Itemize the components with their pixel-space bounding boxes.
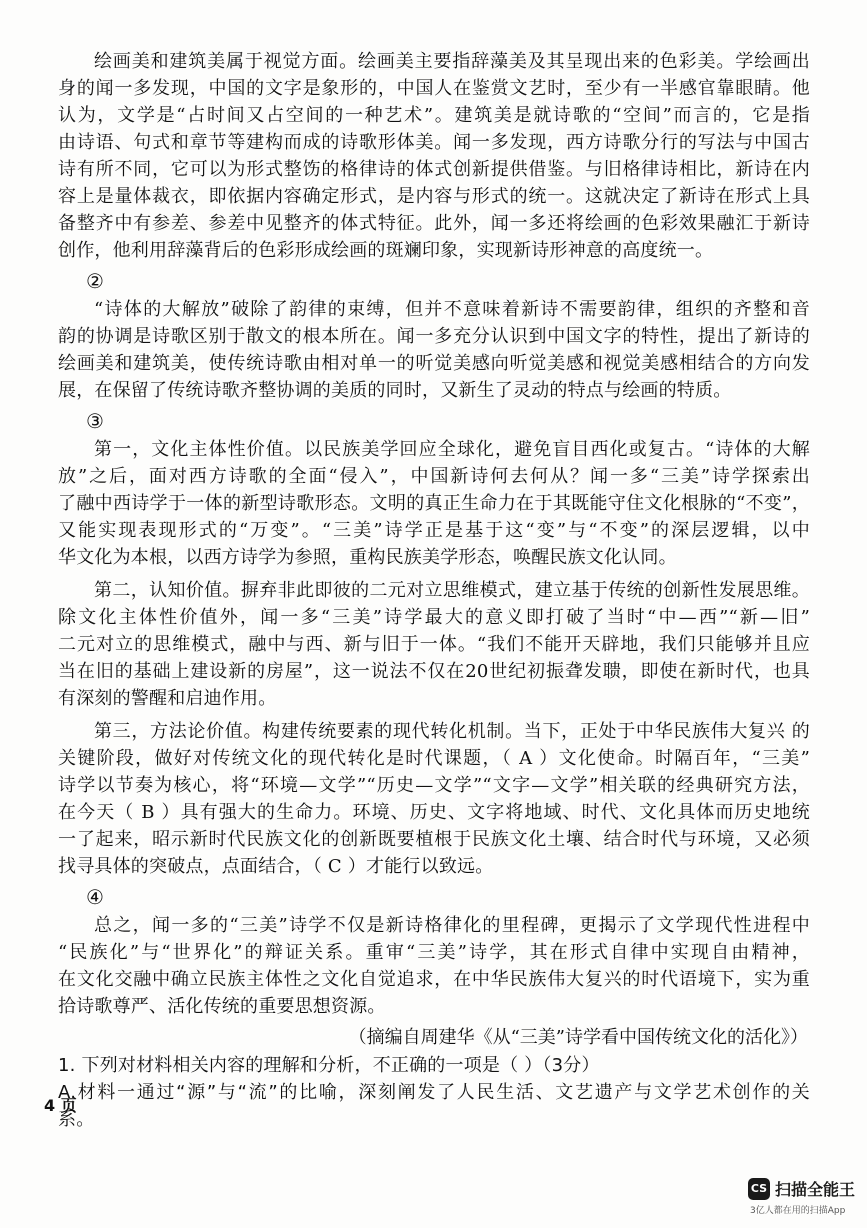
- article-body: [58, 48, 810, 1133]
- text-line: 除文化主体性价值外，闻一多“三美”诗学最大的意义即打破了当时“中—西”“新—旧”: [58, 607, 810, 628]
- page-number: 4 页: [44, 1096, 77, 1115]
- section-marker-3: ③: [86, 409, 104, 433]
- question-1: [58, 1052, 810, 1133]
- text-line: 容上是量体裁衣，即依据内容确定形式，是内容与形式的统一。这就决定了新诗在形式上具: [58, 186, 810, 207]
- text-line: 创作，他利用辞藻背后的色彩形成绘画的斑斓印象，实现新诗形神意的高度统一。: [58, 240, 714, 261]
- paragraph-visual-beauty: [58, 48, 810, 264]
- text-line: 绘画美和建筑美，使传统诗歌由相对单一的听觉美感向听觉美感和视觉美感相结合的方向发: [58, 353, 810, 374]
- paragraph-liberation: [58, 296, 810, 404]
- source-citation: （摘编自周建华《从“三美”诗学看中国传统文化的活化》）: [348, 1027, 808, 1048]
- scanner-watermark: [748, 1177, 855, 1200]
- section-marker-2: ②: [86, 269, 104, 293]
- text-line: 当在旧的基础上建设新的房屋”，这一说法不仅在20世纪初振聋发聩，即使在新时代，也具: [58, 661, 810, 682]
- text-line: 又能实现表现形式的“万变”。“三美”诗学正是基于这“变”与“不变”的深层逻辑，以中: [58, 520, 810, 541]
- text-line: 二元对立的思维模式，融中与西、新与旧于一体。“我们不能开天辟地，我们只能够并且应: [58, 634, 810, 655]
- text-line: 在今天（ B ）具有强大的生命力。环境、历史、文字将地域、时代、文化具体而历史地统: [58, 802, 810, 823]
- text-line: 第一，文化主体性价值。以民族美学回应全球化，避免盲目西化或复古。“诗体的大解: [94, 439, 810, 460]
- text-line: 备整齐中有参差、参差中见整齐的体式特征。此外，闻一多还将绘画的色彩效果融汇于新诗: [58, 213, 810, 234]
- section-marker-4: ④: [86, 885, 104, 909]
- text-line: 在文化交融中确立民族主体性之文化自觉追求，在中华民族伟大复兴的时代语境下，实为重: [58, 969, 810, 990]
- paragraph-conclusion: [58, 912, 810, 1020]
- watermark-tagline: 3亿人都在用的扫描App: [750, 1206, 846, 1216]
- text-line: 认为，文学是“占时间又占空间的一种艺术”。建筑美是就诗歌的“空间”而言的，它是指: [58, 105, 810, 126]
- text-line: 放”之后，面对西方诗歌的全面“侵入”，中国新诗何去何从？闻一多“三美”诗学探索出: [58, 466, 810, 487]
- text-line: 第三，方法论价值。构建传统要素的现代转化机制。当下，正处于中华民族伟大复兴 的: [94, 721, 810, 742]
- text-line: 展，在保留了传统诗歌齐整协调的美质的同时，又新生了灵动的特点与绘画的特质。: [58, 380, 732, 401]
- camscanner-logo-icon: CS: [748, 1178, 770, 1200]
- paragraph-cultural-value: [58, 436, 810, 571]
- text-line: 有深刻的警醒和启迪作用。: [58, 688, 277, 709]
- text-line: 诗学以节奏为核心，将“环境—文学”“历史—文学”“文字—文学”相关联的经典研究方法，: [58, 775, 810, 796]
- question-stem: 1. 下列对材料相关内容的理解和分析，不正确的一项是（ ）（3分）: [58, 1055, 600, 1076]
- text-line: 拾诗歌尊严、活化传统的重要思想资源。: [58, 996, 386, 1017]
- option-a: A.材料一通过“源”与“流”的比喻，深刻阐发了人民生活、文艺遗产与文学艺术创作的关: [58, 1082, 810, 1103]
- text-line: 由诗语、句式和章节等建构而成的诗歌形体美。闻一多发现，西方诗歌分行的写法与中国古: [58, 132, 810, 153]
- text-line: 关键阶段，做好对传统文化的现代转化是时代课题，（ A ）文化使命。时隔百年，“三美”: [58, 748, 810, 769]
- watermark-app-name: 扫描全能王: [775, 1180, 856, 1199]
- text-line: 华文化为本根，以西方诗学为参照，重构民族美学形态，唤醒民族文化认同。: [58, 547, 677, 568]
- text-line: 了融中西诗学于一体的新型诗歌形态。文明的真正生命力在于其既能守住文化根脉的“不变”，: [58, 493, 810, 514]
- paragraph-methodology-value: [58, 718, 810, 880]
- text-line: 总之，闻一多的“三美”诗学不仅是新诗格律化的里程碑，更揭示了文学现代性进程中: [94, 915, 810, 936]
- text-line: 诗有所不同，它可以为形式整饬的格律诗的体式创新提供借鉴。与旧格律诗相比，新诗在内: [58, 159, 810, 180]
- text-line: 一了起来，昭示新时代民族文化的创新既要植根于民族文化土壤、结合时代与环境，又必须: [58, 829, 810, 850]
- text-line: 身的闻一多发现，中国的文字是象形的，中国人在鉴赏文艺时，至少有一半感官靠眼睛。他: [58, 78, 810, 99]
- text-line: 找寻具体的突破点，点面结合，（ C ）才能行以致远。: [58, 856, 494, 877]
- text-line: 第二，认知价值。摒弃非此即彼的二元对立思维模式，建立基于传统的创新性发展思维。: [94, 580, 810, 601]
- text-line: 韵的协调是诗歌区别于散文的根本所在。闻一多充分认识到中国文字的特性，提出了新诗的: [58, 326, 810, 347]
- text-line: “民族化”与“世界化”的辩证关系。重审“三美”诗学，其在形式自律中实现自由精神，: [58, 942, 810, 963]
- option-a-continued: 系。: [58, 1109, 95, 1130]
- text-line: “诗体的大解放”破除了韵律的束缚，但并不意味着新诗不需要韵律，组织的齐整和音: [94, 299, 810, 320]
- paragraph-cognitive-value: [58, 577, 810, 712]
- text-line: 绘画美和建筑美属于视觉方面。绘画美主要指辞藻美及其呈现出来的色彩美。学绘画出: [94, 51, 810, 72]
